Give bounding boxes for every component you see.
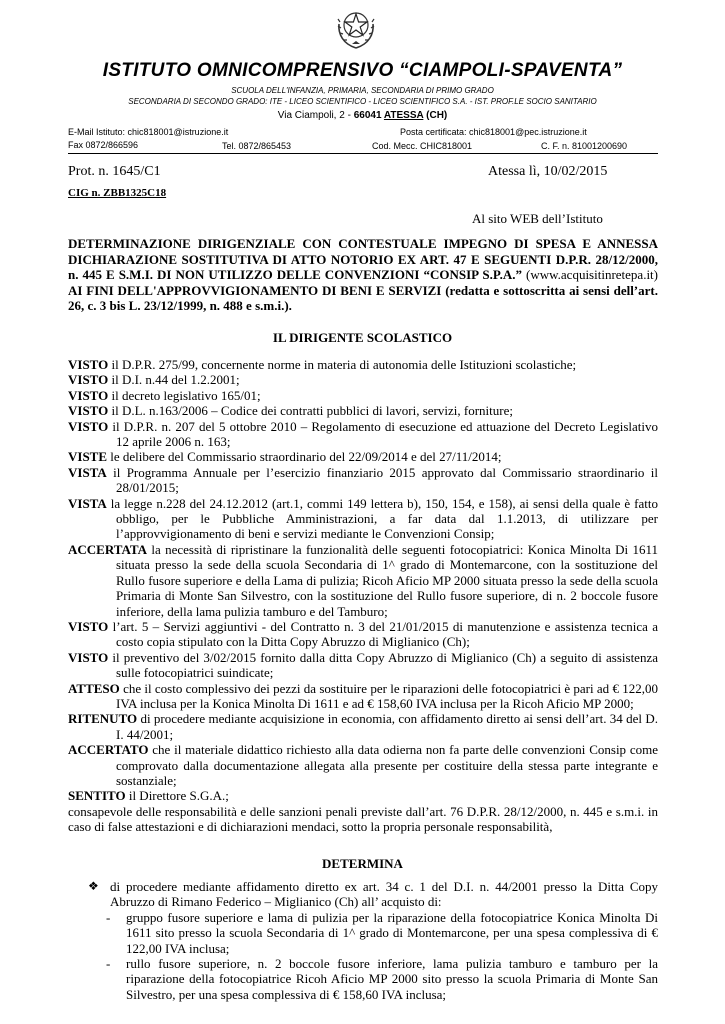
recital-text: il D.P.R. n. 207 del 5 ottobre 2010 – Regolamento di esecuzione ed attuazione del Decreto Legislativo 12 aprile 2006 n. 163; bbox=[108, 418, 658, 450]
determina-sub-item bbox=[88, 910, 658, 956]
recital-item bbox=[68, 403, 658, 418]
recital-keyword: VISTO bbox=[68, 387, 109, 403]
recital-keyword: VISTA bbox=[68, 495, 107, 511]
recital-text: il D.L. n.163/2006 – Codice dei contratti pubblici di lavori, servizi, forniture; bbox=[108, 403, 513, 419]
sentito-keyword: SENTITO bbox=[68, 788, 126, 804]
recital-item bbox=[68, 465, 658, 496]
dash-bullet: - bbox=[106, 909, 111, 925]
school-name: ISTITUTO OMNICOMPRENSIVO “CIAMPOLI-SPAVENTA” bbox=[102, 60, 623, 81]
consip-url[interactable]: (www.acquisitinretepa.it) bbox=[526, 267, 658, 283]
recital-text: la legge n.228 del 24.12.2012 (art.1, commi 149 lettera b), 150, 154, e 158), ai sensi della quale è fatto obbligo, per le Pubbliche Amministrazioni, a far data dal 1.1.2013, di utilizzare per l’approvvigionamento di beni e servizi mediante le Convenzioni Consip; bbox=[106, 495, 658, 542]
determina-list bbox=[88, 879, 658, 1002]
header-divider bbox=[68, 153, 658, 154]
recital-keyword: VISTO bbox=[68, 649, 109, 665]
certified-email[interactable]: Posta certificata: chic818001@pec.istruzione.it bbox=[400, 127, 587, 137]
recital-item bbox=[68, 388, 658, 403]
recital-keyword: ACCERTATO bbox=[68, 742, 149, 758]
school-subtitle-secondary: SECONDARIA DI SECONDO GRADO: ITE - LICEO SCIENTIFICO - LICEO SCIENTIFICO S.A. - IST. PROF.LE SOCIO SANITARIO bbox=[128, 97, 597, 106]
declaration-text: consapevole delle responsabilità e delle sanzioni penali previste dall’art. 76 D.P.R. 28/12/2000, n. 445 e s.m.i. in caso di false attestazioni e di dichiarazioni mendaci, sotto la propria personale responsabilità, bbox=[68, 803, 658, 835]
recital-text: il preventivo del 3/02/2015 fornito dalla ditta Copy Abruzzo di Miglianico (Ch) a seguito di assistenza sulle fotocopiatrici suindicate; bbox=[108, 649, 658, 681]
recital-keyword: ATTESO bbox=[68, 680, 120, 696]
recital-keyword: ACCERTATA bbox=[68, 541, 147, 557]
determination-title-part1: DETERMINAZIONE DIRIGENZIALE CON CONTESTUALE IMPEGNO DI SPESA E ANNESSA DICHIARAZIONE SOSTITUTIVA DI ATTO NOTORIO EX ART. 47 E SEGUENTI D.P.R. 28/12/2000, n. 445 E S.M.I. DI NON UTILIZZO DELLE CONVENZIONI “CONSIP S.P.A.” bbox=[68, 236, 658, 283]
recital-text: che il materiale didattico richiesto alla data odierna non fa parte delle convenzioni Consip come comprovato dalla documentazione allegata alla presente per costituire della stessa parte integrante e sostanziale; bbox=[116, 742, 658, 788]
recital-keyword: RITENUTO bbox=[68, 711, 138, 727]
recital-item bbox=[68, 419, 658, 450]
recital-item bbox=[68, 372, 658, 387]
recital-item bbox=[68, 449, 658, 464]
email-address[interactable]: E-Mail Istituto: chic818001@istruzione.it bbox=[68, 127, 229, 137]
phone-number: Tel. 0872/865453 bbox=[222, 141, 292, 151]
recital-item bbox=[68, 742, 658, 788]
recitals-list bbox=[68, 357, 658, 835]
school-address bbox=[0, 110, 725, 121]
recital-item bbox=[68, 711, 658, 742]
recital-text: il D.P.R. 275/99, concernente norme in materia di autonomia delle Istituzioni scolastiche; bbox=[108, 357, 577, 372]
section-title-dirigente: IL DIRIGENTE SCOLASTICO bbox=[272, 330, 453, 345]
recital-keyword: VISTO bbox=[68, 418, 109, 434]
determina-sub-text: rullo fusore superiore, n. 2 boccole fusore inferiore, lama pulizia tamburo e tamburo per la riparazione della fotocopiatrice Ricoh Aficio MP 2000 sito presso la scuola Primaria di Monte San Silvestro, per una spesa complessiva di € 158,60 IVA inclusa; bbox=[126, 956, 658, 1002]
recital-item bbox=[68, 542, 658, 619]
address-city: ATESSA bbox=[383, 110, 424, 121]
recital-keyword: VISTO bbox=[68, 357, 109, 372]
sentito-text: il Direttore S.G.A.; bbox=[125, 788, 229, 804]
address-cap: 66041 bbox=[353, 110, 384, 121]
recital-text: la necessità di ripristinare la funzionalità delle seguenti fotocopiatrici: Konica Minolta Di 1611 situata presso la sede della scuola Secondaria di 1^ grado di Montemarcone, con la sostituzione del Rullo fusore superiore e della Lama di pulizia; Ricoh Aficio MP 2000 situata presso la sede della scuola Primaria di Monte San Silvestro, con la sostituzione del Rullo fusore superiore, di n. 2 boccole fusore inferiore, della lama pulizia tamburo e del Tamburo; bbox=[116, 541, 658, 619]
recital-item bbox=[68, 681, 658, 712]
recital-text: il D.I. n.44 del 1.2.2001; bbox=[108, 372, 240, 388]
recital-keyword: VISTA bbox=[68, 464, 107, 480]
recital-text: il decreto legislativo 165/01; bbox=[108, 387, 261, 403]
recital-text: di procedere mediante acquisizione in economia, con affidamento diretto ai sensi dell’art. 34 del D. I. 44/2001; bbox=[116, 711, 658, 742]
recital-text: che il costo complessivo dei pezzi da sostituire per le riparazioni delle fotocopiatrici è pari ad € 122,00 IVA inclusa per la Konica Minolta Di 1611 e ad € 158,60 IVA inclusa per la Ricoh Aficio MP 2000; bbox=[116, 680, 658, 711]
determina-bullet-text: di procedere mediante affidamento diretto ex art. 34 c. 1 del D.I. n. 44/2001 presso la Ditta Copy Abruzzo di Rimano Federico – Miglianico (Ch) all’ acquisto di: bbox=[110, 879, 658, 910]
sentito-line bbox=[68, 788, 658, 803]
school-subtitle-levels: SCUOLA DELL'INFANZIA, PRIMARIA, SECONDARIA DI PRIMO GRADO bbox=[231, 86, 494, 95]
republic-emblem-icon bbox=[335, 4, 377, 50]
address-province: (CH) bbox=[423, 110, 448, 121]
mechanographic-code: Cod. Mecc. CHIC818001 bbox=[372, 141, 473, 151]
determina-sub-text: gruppo fusore superiore e lama di pulizia per la riparazione della fotocopiatrice Konica Minolta Di 1611 sito presso la scuola Secondaria di 1^ grado di Montemarcone, per una spesa complessiva di € 122,00 IVA inclusa; bbox=[126, 909, 658, 956]
determination-title-part2: AI FINI DELL'APPROVVIGIONAMENTO DI BENI E SERVIZI (redatta e sottoscritta ai sensi dell’art. 26, c. 3 bis L. 23/12/1999, n. 488 e s.m.i.). bbox=[68, 282, 658, 314]
cig-code: CIG n. ZBB1325C18 bbox=[68, 187, 167, 199]
recital-item bbox=[68, 357, 658, 372]
recital-item bbox=[68, 650, 658, 681]
determina-bullet-item bbox=[88, 879, 658, 910]
determination-title bbox=[68, 236, 658, 314]
recital-item bbox=[68, 619, 658, 650]
recital-keyword: VISTO bbox=[68, 618, 109, 634]
place-date: Atessa lì, 10/02/2015 bbox=[488, 164, 608, 179]
recital-keyword: VISTO bbox=[68, 372, 109, 388]
determina-sub-item bbox=[88, 956, 658, 1002]
fax-number: Fax 0872/866596 bbox=[68, 140, 139, 150]
protocol-number: Prot. n. 1645/C1 bbox=[68, 164, 161, 179]
recital-item bbox=[68, 496, 658, 542]
recital-text: l’art. 5 – Servizi aggiuntivi - del Contratto n. 3 del 21/01/2015 di manutenzione e assistenza tecnica a costo copia stipulato con la Ditta Copy Abruzzo di Miglianico (Ch); bbox=[108, 618, 658, 650]
recital-text: le delibere del Commissario straordinario del 22/09/2014 e del 27/11/2014; bbox=[107, 449, 502, 465]
recital-text: il Programma Annuale per l’esercizio finanziario 2015 approvato dal Commissario straordinario il 28/01/2015; bbox=[106, 464, 658, 496]
dash-bullet: - bbox=[106, 956, 111, 972]
tax-code: C. F. n. 81001200690 bbox=[541, 141, 628, 151]
recital-keyword: VISTO bbox=[68, 403, 109, 419]
address-street: Via Ciampoli, 2 - bbox=[277, 110, 354, 121]
recital-keyword: VISTE bbox=[68, 449, 108, 465]
diamond-bullet-icon: ❖ bbox=[88, 879, 99, 893]
determina-title: DETERMINA bbox=[322, 856, 403, 871]
recipient-line: Al sito WEB dell’Istituto bbox=[472, 211, 603, 226]
